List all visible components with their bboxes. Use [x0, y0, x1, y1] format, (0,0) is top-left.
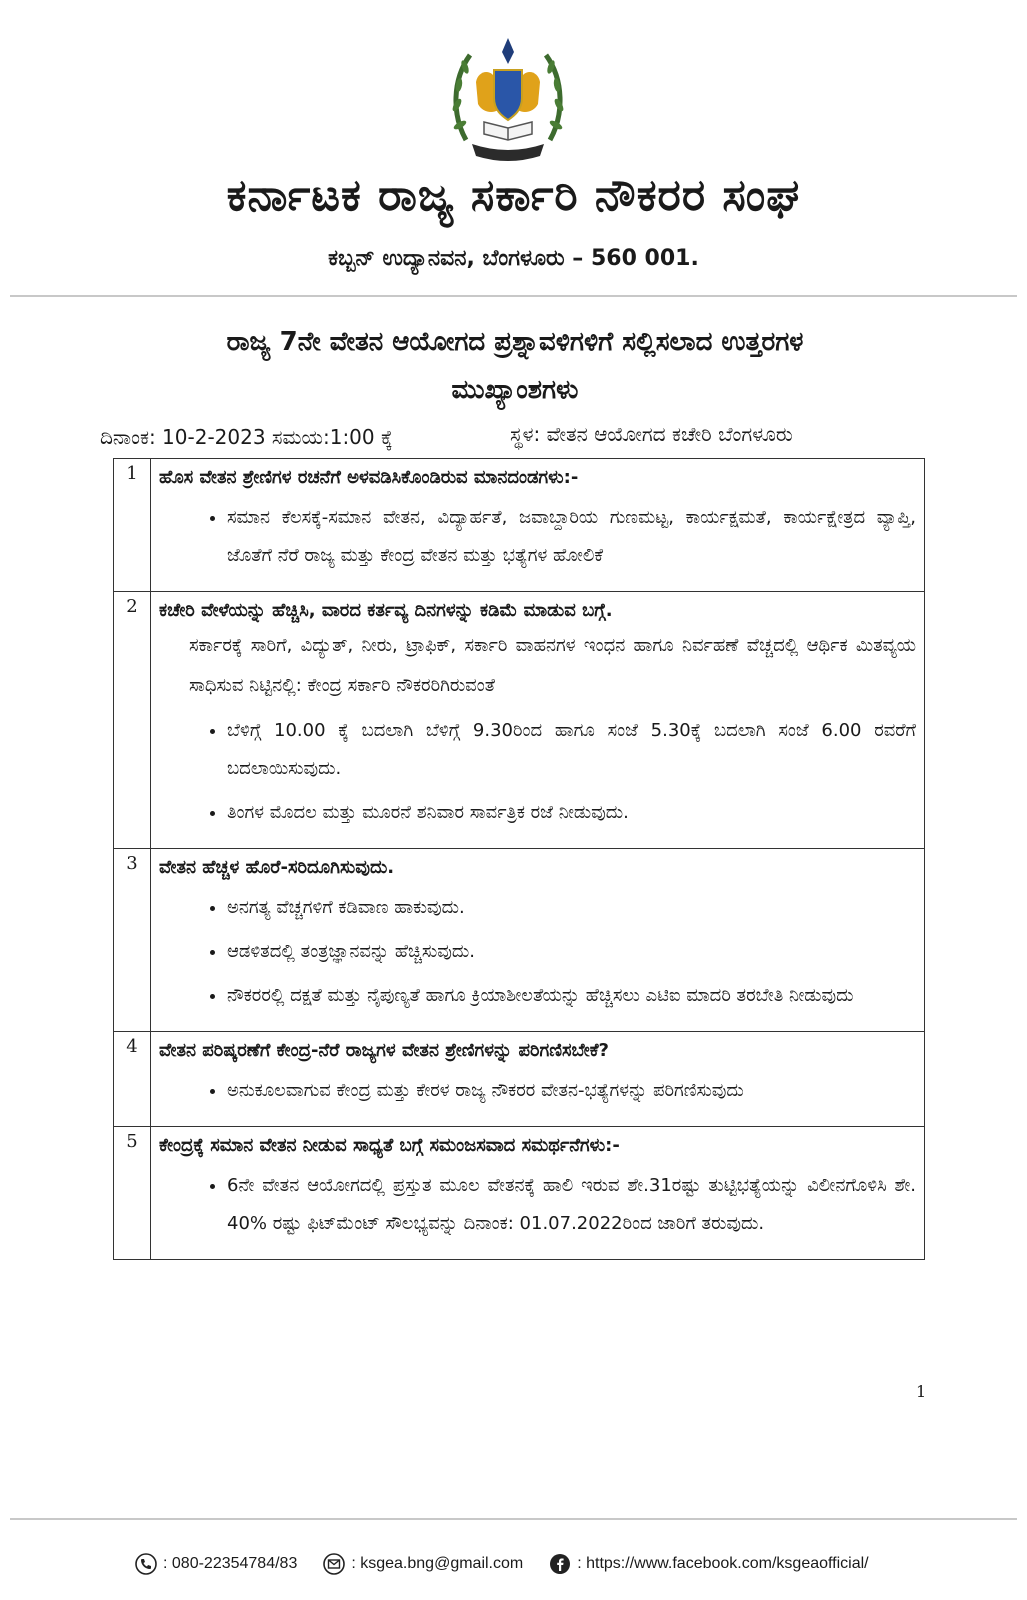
- footer-phone-text: : 080-22354784/83: [163, 1555, 298, 1572]
- point-bullets: [159, 889, 916, 1015]
- point-content: [151, 1032, 925, 1127]
- point-heading: ಕಚೇರಿ ವೇಳೆಯನ್ನು ಹೆಚ್ಚಿಸಿ, ವಾರದ ಕರ್ತವ್ಯ ದಿನಗಳನ್ನು ಕಡಿಮೆ ಮಾಡುವ ಬಗ್ಗೆ.: [159, 600, 613, 621]
- point-number: 3: [114, 849, 151, 1032]
- point-heading: ವೇತನ ಹೆಚ್ಚಳ ಹೊರೆ-ಸರಿದೂಗಿಸುವುದು.: [159, 857, 395, 878]
- document-title-line2: ಮುಖ್ಯಾಂಶಗಳು: [451, 375, 579, 405]
- table-row: [114, 1032, 925, 1127]
- point-number: 5: [114, 1127, 151, 1260]
- document-title-line1: ರಾಜ್ಯ 7ನೇ ವೇತನ ಆಯೋಗದ ಪ್ರಶ್ನಾವಳಿಗಳಿಗೆ ಸಲ್ಲಿಸಲಾದ ಉತ್ತರಗಳ: [226, 327, 804, 357]
- point-content: [151, 459, 925, 592]
- footer-divider: [10, 1518, 1017, 1520]
- footer-phone: [135, 1553, 297, 1575]
- page-number: 1: [916, 1382, 927, 1401]
- ksgea-logo: [448, 30, 568, 170]
- point-number: 1: [114, 459, 151, 592]
- phone-icon: [135, 1553, 157, 1575]
- points-table: [113, 458, 925, 1260]
- list-item: • ಅನಗತ್ಯ ವೆಚ್ಚಗಳಿಗೆ ಕಡಿವಾಣ ಹಾಕುವುದು.: [227, 889, 916, 927]
- point-bullets: [159, 712, 916, 832]
- list-item: • ಆಡಳಿತದಲ್ಲಿ ತಂತ್ರಜ್ಞಾನವನ್ನು ಹೆಚ್ಚಿಸುವುದು.: [227, 933, 916, 971]
- point-content: [151, 592, 925, 849]
- meeting-date: ದಿನಾಂಕ: 10-2-2023 ಸಮಯ:1:00 ಕ್ಕೆ: [100, 425, 393, 449]
- point-bullets: [159, 1072, 916, 1110]
- footer-facebook[interactable]: [549, 1553, 868, 1575]
- contact-footer: [135, 1544, 935, 1584]
- document-title: [80, 318, 950, 414]
- table-row: [114, 849, 925, 1032]
- meeting-place: ಸ್ಥಳ: ವೇತನ ಆಯೋಗದ ಕಚೇರಿ ಬೆಂಗಳೂರು: [510, 422, 793, 446]
- point-paragraph: ಸರ್ಕಾರಕ್ಕೆ ಸಾರಿಗೆ, ವಿದ್ಯುತ್, ನೀರು, ಟ್ರಾಫಿಕ್, ಸರ್ಕಾರಿ ವಾಹನಗಳ ಇಂಧನ ಹಾಗೂ ನಿರ್ವಹಣೆ ವೆಚ್ಚದಲ್ಲಿ ಆರ್ಥಿಕ ಮಿತವ್ಯಯ ಸಾಧಿಸುವ ನಿಟ್ಟಿನಲ್ಲಿ: ಕೇಂದ್ರ ಸರ್ಕಾರಿ ನೌಕರರಿಗಿರುವಂತೆ: [189, 635, 916, 696]
- point-heading: ವೇತನ ಪರಿಷ್ಕರಣೆಗೆ ಕೇಂದ್ರ-ನೆರೆ ರಾಜ್ಯಗಳ ವೇತನ ಶ್ರೇಣಿಗಳನ್ನು ಪರಿಗಣಿಸಬೇಕೆ?: [159, 1040, 609, 1061]
- table-row: [114, 459, 925, 592]
- point-heading: ಕೇಂದ್ರಕ್ಕೆ ಸಮಾನ ವೇತನ ನೀಡುವ ಸಾಧ್ಯತೆ ಬಗ್ಗೆ ಸಮಂಜಸವಾದ ಸಮರ್ಥನೆಗಳು:-: [159, 1135, 620, 1156]
- list-item: • ನೌಕರರಲ್ಲಿ ದಕ್ಷತೆ ಮತ್ತು ನೈಪುಣ್ಯತೆ ಹಾಗೂ ಕ್ರಿಯಾಶೀಲತೆಯನ್ನು ಹೆಚ್ಚಿಸಲು ಎಟಿಐ ಮಾದರಿ ತರಬೇತಿ ನೀಡುವುದು: [227, 977, 916, 1015]
- list-item: • ಸಮಾನ ಕೆಲಸಕ್ಕೆ-ಸಮಾನ ವೇತನ, ವಿದ್ಯಾರ್ಹತೆ, ಜವಾಬ್ದಾರಿಯ ಗುಣಮಟ್ಟ, ಕಾರ್ಯಕ್ಷಮತೆ, ಕಾರ್ಯಕ್ಷೇತ್ರದ ವ್ಯಾಪ್ತಿ, ಜೊತೆಗೆ ನೆರೆ ರಾಜ್ಯ ಮತ್ತು ಕೇಂದ್ರ ವೇತನ ಮತ್ತು ಭತ್ಯೆಗಳ ಹೋಲಿಕೆ: [227, 499, 916, 575]
- organization-name: ಕರ್ನಾಟಕ ರಾಜ್ಯ ಸರ್ಕಾರಿ ನೌಕರರ ಸಂಘ: [226, 170, 801, 221]
- footer-facebook-text[interactable]: : https://www.facebook.com/ksgeaofficial/: [577, 1555, 869, 1572]
- footer-email[interactable]: [323, 1553, 523, 1575]
- footer-email-text[interactable]: : ksgea.bng@gmail.com: [351, 1555, 524, 1572]
- table-row: [114, 592, 925, 849]
- point-heading: ಹೊಸ ವೇತನ ಶ್ರೇಣಿಗಳ ರಚನೆಗೆ ಅಳವಡಿಸಿಕೊಂಡಿರುವ ಮಾನದಂಡಗಳು:-: [159, 467, 579, 488]
- facebook-icon: [549, 1553, 571, 1575]
- email-icon: [323, 1553, 345, 1575]
- header-divider: [10, 295, 1017, 297]
- list-item: • ಅನುಕೂಲವಾಗುವ ಕೇಂದ್ರ ಮತ್ತು ಕೇರಳ ರಾಜ್ಯ ನೌಕರರ ವೇತನ-ಭತ್ಯೆಗಳನ್ನು ಪರಿಗಣಿಸುವುದು: [227, 1072, 916, 1110]
- list-item: • ಬೆಳಿಗ್ಗೆ 10.00 ಕ್ಕೆ ಬದಲಾಗಿ ಬೆಳಿಗ್ಗೆ 9.30ರಿಂದ ಹಾಗೂ ಸಂಜೆ 5.30ಕ್ಕೆ ಬದಲಾಗಿ ಸಂಜೆ 6.00 ರವರೆಗೆ ಬದಲಾಯಿಸುವುದು.: [227, 712, 916, 788]
- point-number: 4: [114, 1032, 151, 1127]
- emblem-icon: [448, 30, 568, 170]
- point-bullets: [159, 499, 916, 575]
- point-content: [151, 849, 925, 1032]
- point-number: 2: [114, 592, 151, 849]
- point-bullets: [159, 1167, 916, 1243]
- list-item: • 6ನೇ ವೇತನ ಆಯೋಗದಲ್ಲಿ ಪ್ರಸ್ತುತ ಮೂಲ ವೇತನಕ್ಕೆ ಹಾಲಿ ಇರುವ ಶೇ.31ರಷ್ಟು ತುಟ್ಟಿಭತ್ಯೆಯನ್ನು ವಿಲೀನಗೊಳಿಸಿ ಶೇ. 40% ರಷ್ಟು ಫಿಟ್‌ಮೆಂಟ್ ಸೌಲಭ್ಯವನ್ನು ದಿನಾಂಕ: 01.07.2022ರಿಂದ ಜಾರಿಗೆ ತರುವುದು.: [227, 1167, 916, 1243]
- list-item: • ತಿಂಗಳ ಮೊದಲ ಮತ್ತು ಮೂರನೆ ಶನಿವಾರ ಸಾರ್ವತ್ರಿಕ ರಜೆ ನೀಡುವುದು.: [227, 794, 916, 832]
- table-row: [114, 1127, 925, 1260]
- organization-address: ಕಬ್ಬನ್ ಉದ್ಯಾನವನ, ಬೆಂಗಳೂರು – 560 001.: [328, 246, 699, 271]
- point-content: [151, 1127, 925, 1260]
